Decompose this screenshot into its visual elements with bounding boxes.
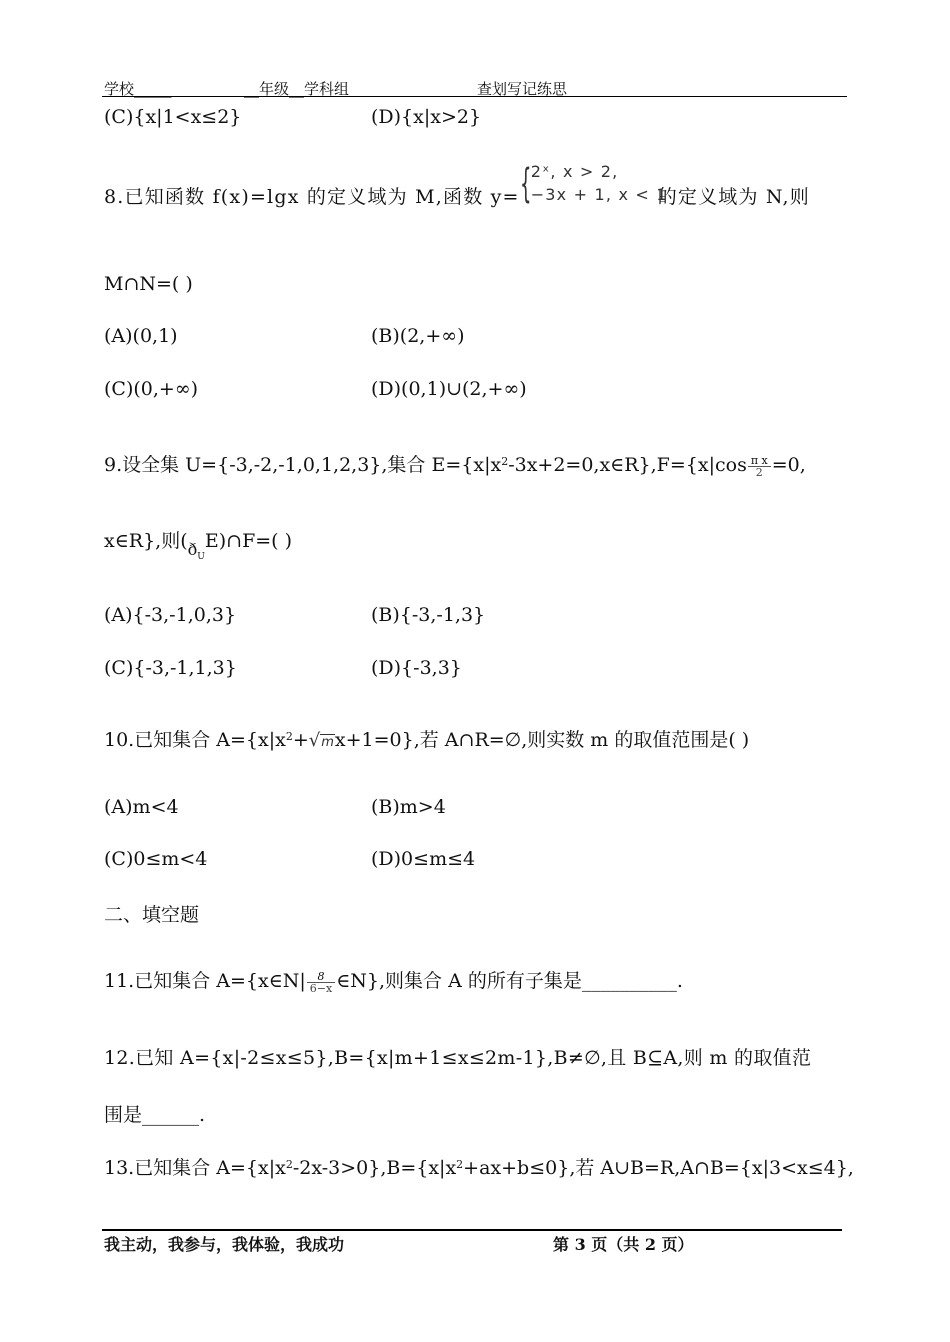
q9-exponent: 2 <box>501 455 509 468</box>
q11-fraction-numerator: 8 <box>317 969 325 983</box>
complement-subscript: U <box>197 552 205 563</box>
q8-stem <box>104 161 810 210</box>
q7-option-c: (C){x|1<x≤2} <box>104 106 242 128</box>
q8-stem-text: 8.已知函数 f(x)=lgx 的定义域为 M,函数 y= <box>104 186 520 208</box>
q9-stem-tail: =0, <box>771 454 806 476</box>
q9-fraction <box>748 455 771 478</box>
q10-option-b: (B)m>4 <box>371 796 446 818</box>
q9-fraction-denominator: 2 <box>748 466 771 478</box>
section-heading: 二、填空题 <box>104 904 200 926</box>
q11-fraction-denominator: 6−x <box>307 982 335 994</box>
sqrt-argument: m <box>321 735 334 750</box>
q13-exponent-2: 2 <box>456 1158 464 1171</box>
q11-stem-tail: ∈N},则集合 A 的所有子集是__________. <box>336 970 683 992</box>
q9-option-a: (A){-3,-1,0,3} <box>104 604 237 626</box>
q7-option-d: (D){x|x>2} <box>371 106 482 128</box>
q11-stem-text: 11.已知集合 A={x∈N| <box>104 970 306 992</box>
q9-option-d: (D){-3,3} <box>371 657 462 679</box>
q8-option-a: (A)(0,1) <box>104 325 178 347</box>
q13-stem-middle: -2x-3>0},B={x|x <box>292 1157 457 1179</box>
q12-stem: 12.已知 A={x|-2≤x≤5},B={x|m+1≤x≤2m-1},B≠∅,且 B⊆A,则 m 的取值范 <box>104 1047 812 1069</box>
q10-exponent: 2 <box>285 730 293 743</box>
piecewise-case-1: 2ˣ, x > 2, <box>530 162 619 181</box>
q9-option-c: (C){-3,-1,1,3} <box>104 657 237 679</box>
header-rule <box>102 96 847 97</box>
q12-question: 围是______. <box>104 1104 206 1126</box>
header-school: 学校_____ <box>104 80 172 98</box>
q10-option-a: (A)m<4 <box>104 796 179 818</box>
q8-question: M∩N=( ) <box>104 273 193 295</box>
q13-stem <box>104 1153 854 1180</box>
complement-symbol <box>188 540 205 562</box>
q9-stem-middle: -3x+2=0,x∈R},F={x|cos <box>508 454 747 476</box>
q13-stem-text: 13.已知集合 A={x|x <box>104 1157 286 1179</box>
brace-icon: { <box>519 161 532 207</box>
q9-stem-text: 9.设全集 U={-3,-2,-1,0,1,2,3},集合 E={x|x <box>104 454 502 476</box>
q11-fraction <box>307 971 335 994</box>
sqrt-icon: √m <box>308 730 334 751</box>
q8-option-d: (D)(0,1)∪(2,+∞) <box>371 378 527 400</box>
q8-option-c: (C)(0,+∞) <box>104 378 199 400</box>
footer-page-number: 第 3 页（共 2 页） <box>553 1235 694 1254</box>
q9-option-b: (B){-3,-1,3} <box>371 604 486 626</box>
q9-question-tail: E)∩F=( ) <box>204 530 293 552</box>
q8-stem-tail: 的定义域为 N,则 <box>657 186 810 208</box>
q10-plus: + <box>292 729 309 751</box>
header-grade: __年级__学科组 <box>244 80 350 98</box>
q10-stem-text: 10.已知集合 A={x|x <box>104 729 286 751</box>
q10-stem-tail: x+1=0},若 A∩R=∅,则实数 m 的取值范围是( ) <box>334 729 750 751</box>
q9-stem <box>104 450 806 478</box>
footer-slogan: 我主动，我参与，我体验，我成功 <box>104 1235 345 1254</box>
q10-option-d: (D)0≤m≤4 <box>371 848 476 870</box>
q10-stem <box>104 725 749 752</box>
q8-option-b: (B)(2,+∞) <box>371 325 465 347</box>
q11-stem <box>104 966 683 994</box>
q10-option-c: (C)0≤m<4 <box>104 848 208 870</box>
q13-stem-tail: +ax+b≤0},若 A∪B=R,A∩B={x|3<x≤4}, <box>463 1157 854 1179</box>
q9-question <box>104 526 293 563</box>
q9-question-text: x∈R},则( <box>104 530 188 552</box>
q9-fraction-numerator: π x <box>750 453 768 467</box>
footer-rule <box>102 1229 842 1231</box>
header-motto: 查划写记练思 <box>477 80 568 98</box>
q13-exponent-1: 2 <box>285 1158 293 1171</box>
complement-glyph: ð <box>187 540 198 559</box>
piecewise-function <box>519 161 668 210</box>
piecewise-case-2: −3x + 1, x < 1 <box>530 185 668 204</box>
